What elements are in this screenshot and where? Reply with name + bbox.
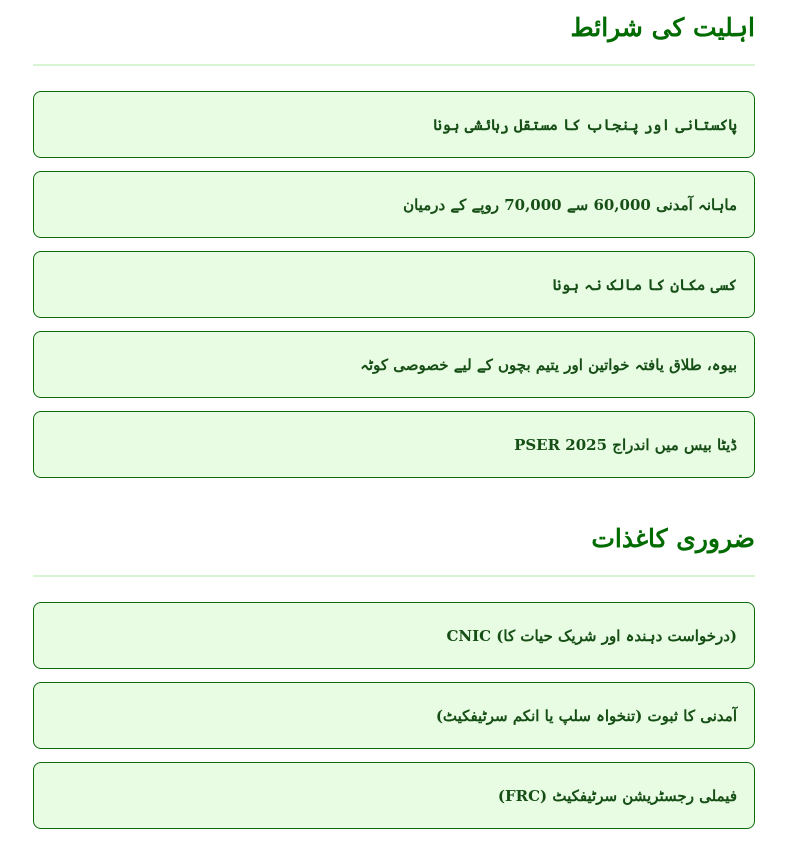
requirements-page — [33, 0, 755, 842]
eligibility-item-text: بیوہ، طلاق یافتہ خواتین اور یتیم بچوں کے لیے خصوصی کوٹہ — [360, 355, 737, 374]
document-item-frc — [33, 762, 755, 829]
eligibility-section — [33, 12, 755, 478]
document-item-text: فیملی رجسٹریشن سرٹیفکیٹ (FRC) — [497, 786, 737, 805]
eligibility-heading: اہلیت کی شرائط — [570, 13, 755, 42]
eligibility-item-income — [33, 171, 755, 238]
eligibility-item-residency — [33, 91, 755, 158]
eligibility-item-text: ماہانہ آمدنی 60,000 سے 70,000 روپے کے درمیان — [403, 195, 737, 214]
eligibility-divider — [33, 64, 755, 66]
eligibility-item-text: کسی مکان کا مالک نہ ہونا — [552, 275, 737, 294]
eligibility-item-database — [33, 411, 755, 478]
document-item-text: آمدنی کا ثبوت (تنخواہ سلپ یا انکم سرٹیفکیٹ) — [435, 706, 737, 725]
document-item-cnic — [33, 602, 755, 669]
document-item-income-proof — [33, 682, 755, 749]
documents-section — [33, 523, 755, 829]
documents-divider — [33, 575, 755, 577]
eligibility-item-text: پاکستانی اور پنجاب کا مستقل رہائشی ہونا — [433, 115, 737, 134]
eligibility-item-no-house — [33, 251, 755, 318]
documents-list — [33, 602, 755, 829]
eligibility-item-text: PSER 2025 ڈیٹا بیس میں اندراج — [514, 435, 737, 454]
eligibility-item-special-quota — [33, 331, 755, 398]
document-item-text: CNIC (درخواست دہندہ اور شریک حیات کا) — [446, 626, 737, 645]
eligibility-list — [33, 91, 755, 478]
documents-heading: ضروری کاغذات — [591, 524, 755, 553]
